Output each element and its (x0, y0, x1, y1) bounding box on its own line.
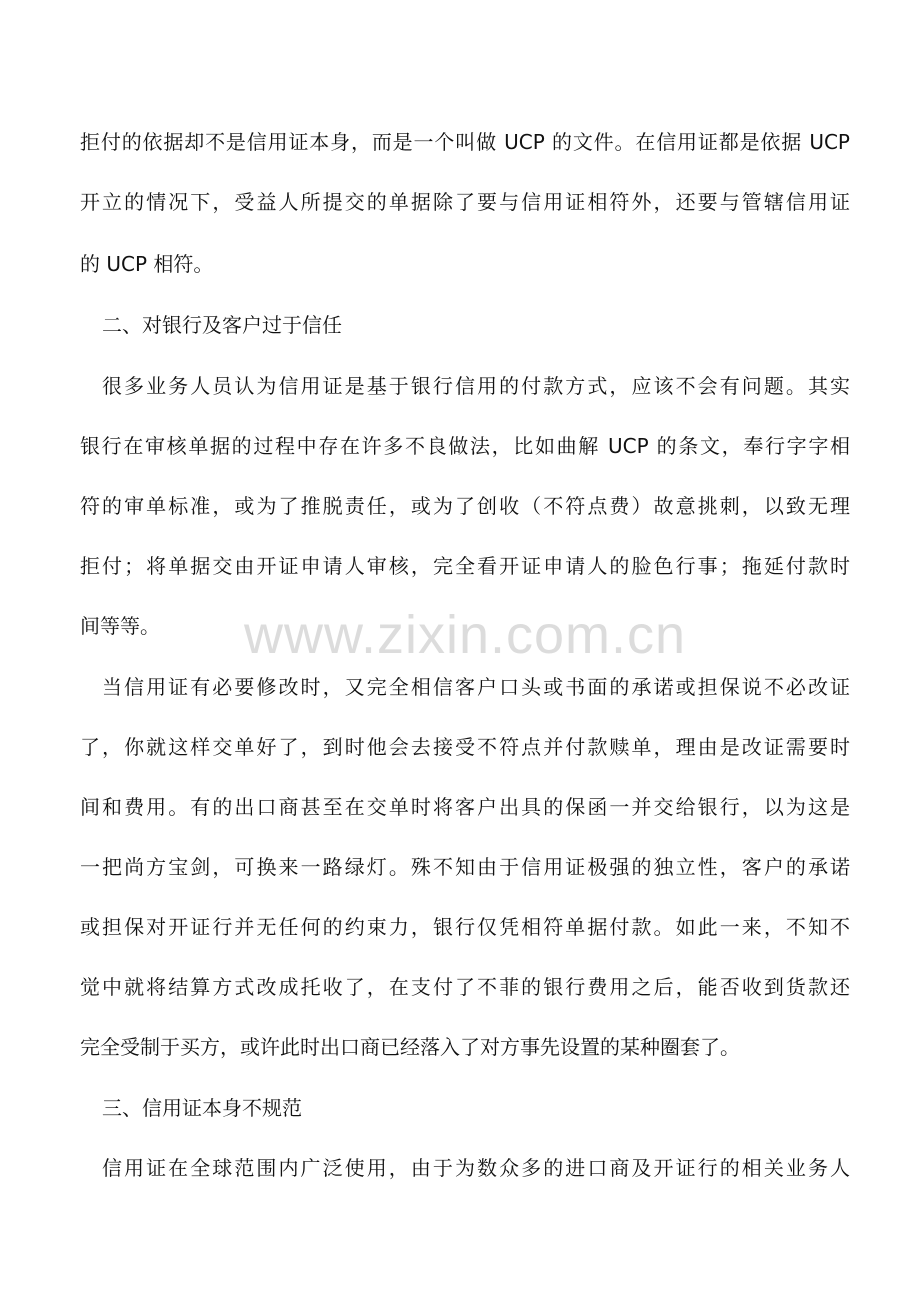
watermark: www.zixin.com.cn (243, 605, 687, 665)
paragraph-line: 间等等。 (80, 614, 160, 638)
paragraph-line: 觉中就将结算方式改成托收了，在支付了不菲的银行费用之后，能否收到货款还 (80, 975, 850, 999)
paragraph-line: 符的审单标准，或为了推脱责任，或为了创收（不符点费）故意挑刺，以致无理 (80, 494, 850, 518)
paragraph-line: 当信用证有必要修改时，又完全相信客户口头或书面的承诺或担保说不必改证 (102, 675, 850, 699)
paragraph-line: 开立的情况下，受益人所提交的单据除了要与信用证相符外，还要与管辖信用证 (80, 190, 850, 214)
paragraph-line: 信用证在全球范围内广泛使用，由于为数众多的进口商及开证行的相关业务人 (102, 1156, 850, 1180)
paragraph-line: 拒付的依据却不是信用证本身，而是一个叫做 UCP 的文件。在信用证都是依据 UCP (80, 130, 850, 154)
paragraph-line: 的 UCP 相符。 (80, 252, 214, 276)
section-heading: 二、对银行及客户过于信任 (102, 313, 342, 337)
paragraph-line: 很多业务人员认为信用证是基于银行信用的付款方式，应该不会有问题。其实 (102, 374, 850, 398)
paragraph-line: 或担保对开证行并无任何的约束力，银行仅凭相符单据付款。如此一来，不知不 (80, 915, 850, 939)
paragraph-line: 拒付；将单据交由开证申请人审核，完全看开证申请人的脸色行事；拖延付款时 (80, 554, 850, 578)
paragraph-line: 银行在审核单据的过程中存在许多不良做法，比如曲解 UCP 的条文，奉行字字相 (80, 434, 850, 458)
section-heading: 三、信用证本身不规范 (102, 1096, 302, 1120)
paragraph-line: 一把尚方宝剑，可换来一路绿灯。殊不知由于信用证极强的独立性，客户的承诺 (80, 855, 850, 879)
paragraph-line: 了，你就这样交单好了，到时他会去接受不符点并付款赎单，理由是改证需要时 (80, 735, 850, 759)
paragraph-line: 间和费用。有的出口商甚至在交单时将客户出具的保函一并交给银行，以为这是 (80, 795, 850, 819)
paragraph-line: 完全受制于买方，或许此时出口商已经落入了对方事先设置的某种圈套了。 (80, 1035, 740, 1059)
